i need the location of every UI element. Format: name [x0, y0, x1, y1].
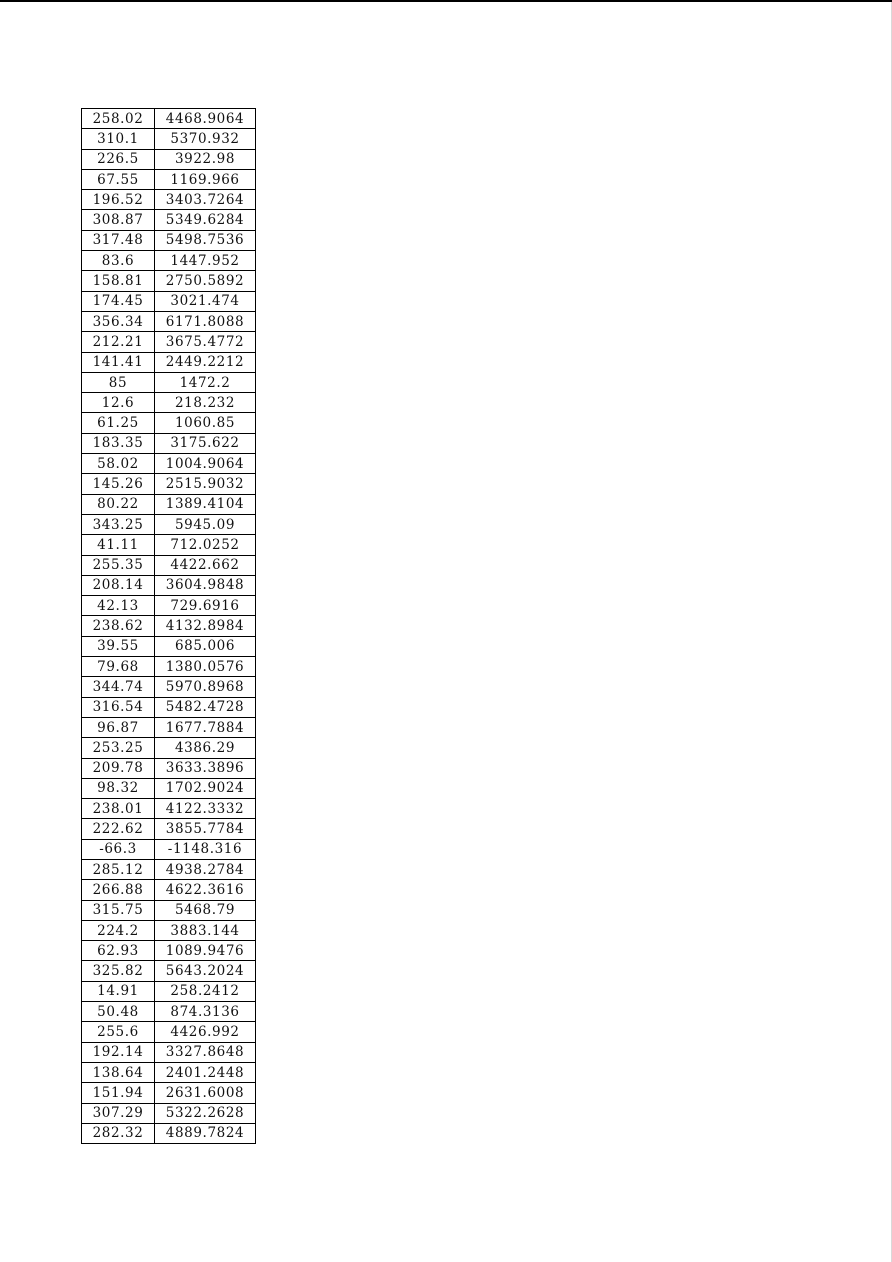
value-cell[interactable]: 96.87: [82, 717, 155, 737]
table-row: [82, 393, 256, 413]
value-cell[interactable]: 282.32: [82, 1123, 155, 1143]
value-cell[interactable]: 62.93: [82, 941, 155, 961]
value-cell[interactable]: 315.75: [82, 900, 155, 920]
value-cell[interactable]: 224.2: [82, 920, 155, 940]
product-cell[interactable]: 2401.2448: [155, 1062, 256, 1082]
table-row: [82, 657, 256, 677]
table-row: [82, 372, 256, 392]
value-cell[interactable]: 85: [82, 372, 155, 392]
table-row: [82, 190, 256, 210]
table-row: [82, 169, 256, 189]
value-cell[interactable]: 174.45: [82, 291, 155, 311]
table-row: [82, 413, 256, 433]
table-row: [82, 535, 256, 555]
product-cell[interactable]: 5498.7536: [155, 230, 256, 250]
table-row: [82, 1083, 256, 1103]
table-row: [82, 1062, 256, 1082]
table-row: [82, 839, 256, 859]
product-cell[interactable]: 1677.7884: [155, 717, 256, 737]
product-cell[interactable]: 4386.29: [155, 738, 256, 758]
table-row: [82, 271, 256, 291]
value-cell[interactable]: 209.78: [82, 758, 155, 778]
product-cell[interactable]: 4622.3616: [155, 880, 256, 900]
product-cell[interactable]: -1148.316: [155, 839, 256, 859]
table-row: [82, 291, 256, 311]
page-top-border: [0, 0, 892, 2]
product-cell[interactable]: 5322.2628: [155, 1103, 256, 1123]
value-cell[interactable]: -66.3: [82, 839, 155, 859]
table-row: [82, 941, 256, 961]
product-cell[interactable]: 5643.2024: [155, 961, 256, 981]
product-cell[interactable]: 3855.7784: [155, 819, 256, 839]
value-cell[interactable]: 42.13: [82, 596, 155, 616]
value-cell[interactable]: 83.6: [82, 251, 155, 271]
value-cell[interactable]: 238.62: [82, 616, 155, 636]
product-cell[interactable]: 2750.5892: [155, 271, 256, 291]
product-cell[interactable]: 4122.3332: [155, 799, 256, 819]
table-row: [82, 1042, 256, 1062]
table-row: [82, 1103, 256, 1123]
table-row: [82, 230, 256, 250]
product-cell[interactable]: 5482.4728: [155, 697, 256, 717]
table-row: [82, 332, 256, 352]
value-cell[interactable]: 145.26: [82, 474, 155, 494]
value-cell[interactable]: 310.1: [82, 129, 155, 149]
product-cell[interactable]: 4426.992: [155, 1022, 256, 1042]
product-cell[interactable]: 874.3136: [155, 1002, 256, 1022]
table-row: [82, 129, 256, 149]
product-cell[interactable]: 4889.7824: [155, 1123, 256, 1143]
product-cell[interactable]: 3883.144: [155, 920, 256, 940]
table-row: [82, 433, 256, 453]
table-row: [82, 1002, 256, 1022]
product-cell[interactable]: 4938.2784: [155, 859, 256, 879]
value-cell[interactable]: 255.35: [82, 555, 155, 575]
value-cell[interactable]: 183.35: [82, 433, 155, 453]
product-cell[interactable]: 3021.474: [155, 291, 256, 311]
product-cell[interactable]: 3604.9848: [155, 575, 256, 595]
table-row: [82, 900, 256, 920]
data-table-body: [82, 109, 256, 1144]
table-row: [82, 697, 256, 717]
table-row: [82, 636, 256, 656]
value-cell[interactable]: 192.14: [82, 1042, 155, 1062]
table-row: [82, 961, 256, 981]
product-cell[interactable]: 4132.8984: [155, 616, 256, 636]
table-row: [82, 920, 256, 940]
value-cell[interactable]: 317.48: [82, 230, 155, 250]
value-cell[interactable]: 343.25: [82, 514, 155, 534]
product-cell[interactable]: 218.232: [155, 393, 256, 413]
table-row: [82, 677, 256, 697]
value-cell[interactable]: 258.02: [82, 109, 155, 129]
table-row: [82, 575, 256, 595]
product-cell[interactable]: 5468.79: [155, 900, 256, 920]
table-row: [82, 596, 256, 616]
value-cell[interactable]: 138.64: [82, 1062, 155, 1082]
product-cell[interactable]: 1089.9476: [155, 941, 256, 961]
product-cell[interactable]: 1380.0576: [155, 657, 256, 677]
product-cell[interactable]: 729.6916: [155, 596, 256, 616]
table-row: [82, 717, 256, 737]
value-cell[interactable]: 212.21: [82, 332, 155, 352]
value-cell[interactable]: 98.32: [82, 778, 155, 798]
product-cell[interactable]: 2631.6008: [155, 1083, 256, 1103]
value-cell[interactable]: 80.22: [82, 494, 155, 514]
table-row: [82, 494, 256, 514]
value-cell[interactable]: 253.25: [82, 738, 155, 758]
value-cell[interactable]: 208.14: [82, 575, 155, 595]
product-cell[interactable]: 5349.6284: [155, 210, 256, 230]
product-cell[interactable]: 258.2412: [155, 981, 256, 1001]
value-cell[interactable]: 344.74: [82, 677, 155, 697]
value-cell[interactable]: 285.12: [82, 859, 155, 879]
product-cell[interactable]: 3403.7264: [155, 190, 256, 210]
value-cell[interactable]: 151.94: [82, 1083, 155, 1103]
table-row: [82, 799, 256, 819]
product-cell[interactable]: 4422.662: [155, 555, 256, 575]
table-row: [82, 352, 256, 372]
value-cell[interactable]: 50.48: [82, 1002, 155, 1022]
value-cell[interactable]: 12.6: [82, 393, 155, 413]
table-row: [82, 880, 256, 900]
value-cell[interactable]: 266.88: [82, 880, 155, 900]
product-cell[interactable]: 5945.09: [155, 514, 256, 534]
value-cell[interactable]: 307.29: [82, 1103, 155, 1123]
product-cell[interactable]: 1447.952: [155, 251, 256, 271]
value-cell[interactable]: 222.62: [82, 819, 155, 839]
table-row: [82, 778, 256, 798]
value-cell[interactable]: 308.87: [82, 210, 155, 230]
value-cell[interactable]: 356.34: [82, 311, 155, 331]
product-cell[interactable]: 1169.966: [155, 169, 256, 189]
value-cell[interactable]: 196.52: [82, 190, 155, 210]
product-cell[interactable]: 2515.9032: [155, 474, 256, 494]
product-cell[interactable]: 4468.9064: [155, 109, 256, 129]
table-row: [82, 616, 256, 636]
value-cell[interactable]: 79.68: [82, 657, 155, 677]
data-table: [81, 108, 256, 1144]
table-row: [82, 1123, 256, 1143]
product-cell[interactable]: 712.0252: [155, 535, 256, 555]
table-row: [82, 738, 256, 758]
product-cell[interactable]: 1702.9024: [155, 778, 256, 798]
table-row: [82, 819, 256, 839]
value-cell[interactable]: 141.41: [82, 352, 155, 372]
table-row: [82, 311, 256, 331]
table-row: [82, 555, 256, 575]
product-cell[interactable]: 1060.85: [155, 413, 256, 433]
value-cell[interactable]: 316.54: [82, 697, 155, 717]
product-cell[interactable]: 1389.4104: [155, 494, 256, 514]
table-row: [82, 454, 256, 474]
table-row: [82, 474, 256, 494]
product-cell[interactable]: 685.006: [155, 636, 256, 656]
value-cell[interactable]: 14.91: [82, 981, 155, 1001]
value-cell[interactable]: 255.6: [82, 1022, 155, 1042]
table-row: [82, 981, 256, 1001]
table-row: [82, 210, 256, 230]
product-cell[interactable]: 3922.98: [155, 149, 256, 169]
product-cell[interactable]: 3633.3896: [155, 758, 256, 778]
product-cell[interactable]: 5370.932: [155, 129, 256, 149]
product-cell[interactable]: 2449.2212: [155, 352, 256, 372]
value-cell[interactable]: 67.55: [82, 169, 155, 189]
value-cell[interactable]: 41.11: [82, 535, 155, 555]
product-cell[interactable]: 3675.4772: [155, 332, 256, 352]
table-row: [82, 758, 256, 778]
value-cell[interactable]: 61.25: [82, 413, 155, 433]
table-row: [82, 109, 256, 129]
value-cell[interactable]: 325.82: [82, 961, 155, 981]
product-cell[interactable]: 3327.8648: [155, 1042, 256, 1062]
value-cell[interactable]: 226.5: [82, 149, 155, 169]
product-cell[interactable]: 1472.2: [155, 372, 256, 392]
table-row: [82, 1022, 256, 1042]
value-cell[interactable]: 58.02: [82, 454, 155, 474]
product-cell[interactable]: 3175.622: [155, 433, 256, 453]
table-row: [82, 149, 256, 169]
product-cell[interactable]: 6171.8088: [155, 311, 256, 331]
table-row: [82, 251, 256, 271]
value-cell[interactable]: 238.01: [82, 799, 155, 819]
product-cell[interactable]: 1004.9064: [155, 454, 256, 474]
value-cell[interactable]: 39.55: [82, 636, 155, 656]
value-cell[interactable]: 158.81: [82, 271, 155, 291]
table-row: [82, 859, 256, 879]
product-cell[interactable]: 5970.8968: [155, 677, 256, 697]
table-row: [82, 514, 256, 534]
